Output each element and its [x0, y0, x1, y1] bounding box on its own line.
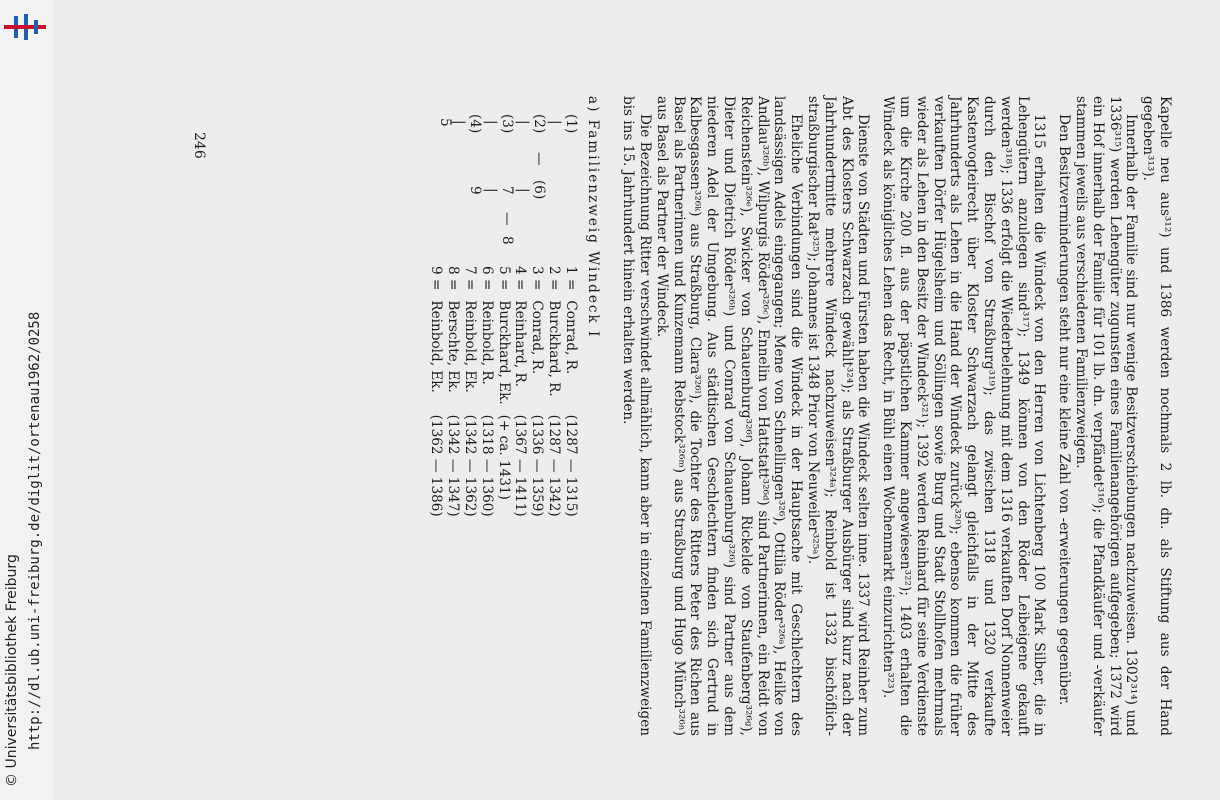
page-text-block	[428, 96, 1173, 736]
table-row	[562, 266, 579, 527]
tree-line: —	[530, 152, 547, 166]
tree-node: (6)	[530, 180, 547, 200]
tree-node: 9	[466, 186, 483, 195]
table-row	[478, 266, 495, 527]
tree-node: (2)	[530, 114, 547, 134]
tree-node: (1)	[562, 114, 579, 134]
paragraph: Kapelle neu aus³¹²) und 1386 werden nochmals 2 lb. dn. als Stiftung aus der Hand gegeben³¹³).	[1140, 96, 1173, 736]
paragraph: Dienste von Städten und Fürsten haben die Windeck selten inne. 1337 wird Reinher zum Abt des Klosters Schwarzach gewählt³²⁴); als Straßburger Ausbürger sind kurz nach der Jahrhundertmitte mehrere Windeck nachzuweisen³²⁴ᵃ); Reinbold ist 1332 bischöflich-straßburgischer Rat³²⁵); Johannes ist 1348 Prior von Neuweiler³²⁵ᵃ).	[805, 96, 872, 736]
viewer-sidebar	[0, 0, 54, 800]
member-name: Conrad, R.	[562, 300, 579, 375]
tree-line: —	[498, 212, 515, 226]
copyright-note: © Universitätsbibliothek Freiburg	[4, 554, 20, 787]
paragraph: Innerhalb der Familie sind nur wenige Besitzverschiebungen nachzuweisen. 1302³¹⁴) und 1336³¹⁵) werden Lehengüter zugunsten eines Familienangehörigen aufgegeben; 1372 wird ein Hof innerhalb der Familie für 101 lb. dn. verpfändet³¹⁶); die Pfandkäufer und -verkäufer stammen jeweils aus verschiedenen Familienzweigen.	[1073, 96, 1140, 736]
tree-line: |	[514, 188, 531, 193]
scanned-page	[55, 0, 1220, 800]
table-row	[495, 266, 512, 527]
paragraph: Die Bezeichnung Ritter verschwindet allmählich, kann aber in einzelnen Familienzweigen bis ins 15. Jahrhundert hinein erhalten werden.	[620, 96, 654, 736]
tree-node: 8	[498, 236, 515, 245]
member-number: 8 =	[445, 266, 462, 291]
member-name: Reinbold, Ek.	[461, 300, 478, 393]
member-years: (1336 — 1359)	[529, 414, 546, 517]
member-number: 6 =	[478, 266, 495, 291]
tree-node: (3)	[498, 114, 515, 134]
member-name: Burckhard, Ek.	[495, 300, 512, 405]
tree-line: |	[482, 188, 499, 193]
paragraph: Den Besitzverminderungen steht nur eine kleine Zahl von -erweiterungen gegenüber.	[1056, 114, 1073, 706]
member-name: Conrad, R.	[529, 300, 546, 375]
member-years: (1367 — 1411)	[512, 414, 529, 517]
table-row	[461, 266, 478, 527]
member-name: Burckhard, R.	[545, 300, 562, 397]
family-member-list	[428, 266, 579, 736]
library-logo-icon	[4, 14, 46, 40]
member-name: Reinbold, R.	[478, 300, 495, 385]
table-row	[528, 266, 545, 527]
member-years: (+ ca. 1431)	[495, 414, 512, 500]
table-row	[512, 266, 529, 527]
page-number: 246	[191, 132, 207, 159]
tree-line: |	[450, 120, 467, 125]
member-name: Reinhard, R.	[512, 300, 529, 388]
table-row	[428, 266, 445, 527]
tree-line: |	[482, 120, 499, 125]
tree-line: |	[546, 120, 563, 125]
member-number: 2 =	[545, 266, 562, 291]
member-years: (1362 — 1386)	[428, 414, 445, 517]
tree-node: 7	[498, 186, 515, 195]
member-years: (1342 — 1347)	[445, 414, 462, 517]
member-years: (1342 — 1362)	[461, 414, 478, 517]
tree-node: 5	[436, 118, 453, 127]
member-number: 5 =	[495, 266, 512, 291]
member-years: (1318 — 1360)	[478, 414, 495, 517]
member-years: (1287 — 1315)	[562, 414, 579, 517]
source-url[interactable]: http://dl.ub.uni-freiburg.de/diglit/ortenau1962/0258	[27, 311, 43, 750]
member-name: Reinbold, Ek.	[428, 300, 445, 393]
tree-node: (4)	[466, 114, 483, 134]
member-number: 3 =	[529, 266, 546, 291]
member-number: 1 =	[562, 266, 579, 291]
member-number: 9 =	[428, 266, 445, 291]
family-tree-diagram	[436, 96, 579, 266]
tree-line: |	[514, 120, 531, 125]
paragraph: Eheliche Verbindungen sind die Windeck in der Hauptsache mit Geschlechtern des landsässigen Adels eingegangen; Mene von Schnellingen³²⁶), Ottilia Röder³²⁶ᵃ), Heilke von Andlau³²⁶ᵇ), Wilpurgis Röder³²⁶ᶜ), Ennelin von Hattstatt³²⁶ᵈ) sind Partnerinnen, ein Reidt von Reichenstein³²⁶ᵉ), Swicker von Schauenburg³²⁶ᶠ), Johann Rickelde von Staufenberg³²⁶ᵍ), Dieter und Dietrich Röder³²⁶ʰ) und Conrad von Schauenburg³²⁶ⁱ) sind Partner aus dem niederen Adel der Umgebung. Aus städtischen Geschlechtern finden sich Gertrud in Kalbesgassen³²⁶ᵏ) aus Straßburg, Clara³²⁶ˡ), die Tochter des Ritters Peter des Richen aus Basel als Partnerinnen und Kunzemann Rebstock³²⁶ᵐ) aus Straßburg und Hugo Münch³²⁶ⁿ) aus Basel als Partner der Windeck.	[653, 96, 805, 736]
member-number: 7 =	[461, 266, 478, 291]
member-name: Berschte, Ek.	[445, 300, 462, 393]
member-number: 4 =	[512, 266, 529, 291]
table-row	[444, 266, 461, 527]
table-row	[545, 266, 562, 527]
paragraph: 1315 erhalten die Windeck von den Herren von Lichtenberg 100 Mark Silber, die in Lehengütern anzulegen sind³¹⁷); 1349 können von den Röder Leibeigene gekauft werden³¹⁸); 1336 erfolgt die Wiederbelehnung mit dem 1316 verkauften Dorf Nonnenweier durch den Bischof von Straßburg³¹⁹); das zwischen 1318 und 1320 verkaufte Kastenvogteirecht über Kloster Schwarzach gelangt gleichfalls in der Mitte des Jahrhunderts als Lehen in die Hand der Windeck zurück³²⁰); ebenso kommen die früher verkauften Dörfer Hügelsheim und Söllingen sowie Burg und Stadt Stollhofen mehrmals wieder als Lehen in den Besitz der Windeck³²¹); 1392 werden Reinhard für seine Verdienste um die Kirche 200 fl. aus der päpstlichen Kammer angewiesen³²²); 1403 erhalten die Windeck als königliches Lehen das Recht, in Bühl einen Wochenmarkt einzurichten³²³).	[880, 96, 1048, 736]
member-years: (1287 — 1342)	[545, 414, 562, 517]
family-section-title: a) Familienzweig Windeck I	[585, 96, 602, 339]
family-tree	[428, 96, 579, 736]
